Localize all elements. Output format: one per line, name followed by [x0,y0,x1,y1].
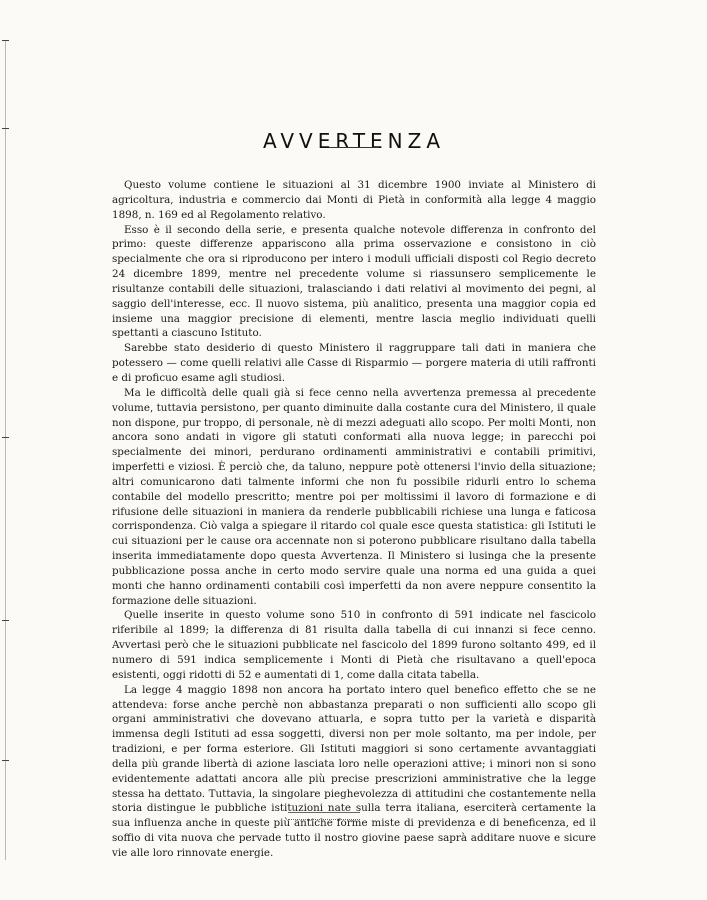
paragraph: Sarebbe stato desiderio di questo Ministero il raggruppare tali dati in maniera che potessero — come quelli relativi alle Casse di Risparmio — porgere materia di utili raffronti e di proficuo esame agli studiosi. [112,342,596,384]
document-body [112,178,596,861]
paragraph: La legge 4 maggio 1898 non ancora ha portato intero quel benefico effetto che se ne attendeva: forse anche perchè non abbastanza preparati o non sufficienti allo scopo gli organi amministrativi che dovevano attuarla, e sopra tutto per la varietà e disparità immensa degli Istituti ad essa soggetti, diversi non per mole soltanto, ma per indole, per tradizioni, e per forma esteriore. Gli Istituti maggiori si sono certamente avvantaggiati della più grande libertà di azione lasciata loro nelle operazioni attive; i minori non si sono evidentemente adattati ancora alle più precise prescrizioni amministrative che la legge stessa ha dettato. Tuttavia, la singolare pieghevolezza di attitudini che costantemente nella storia distingue le pubbliche istituzioni nate sulla terra italiana, eserciterà certamente la sua influenza anche in queste più antiche forme miste di previdenza e di beneficenza, ed il soffio di vita nuova che pervade tutto il nostro giovine paese saprà additare nuove e sicure vie alle loro rinnovate energie. [112,683,596,859]
end-ornament [288,812,360,820]
paragraph: Ma le difficoltà delle quali già si fece cenno nella avvertenza premessa al precedente volume, tuttavia persistono, per quanto diminuite dalla costante cura del Ministero, il quale non dispone, pur troppo, di personale, nè di mezzi adeguati allo scopo. Per molti Monti, non ancora sono andati in vigore gli statuti conformati alla nuova legge; in parecchi poi specialmente dei minori, perdurano ordinamenti amministrativi e contabili primitivi, imperfetti e viziosi. È perciò che, da taluno, neppure potè ottenersi l'invio della situazione; altri comunicarono dati talmente informi che non fu possibile ridurli entro lo schema contabile del modello prescritto; mentre poi per moltissimi il lavoro di formazione e di rifusione delle situazioni in maniera da renderle pubblicabili richiese una lunga e faticosa corrispondenza. Ciò valga a spiegare il ritardo col quale esce questa statistica: gli Istituti le cui situazioni per le cause ora accennate non si poterono pubblicare risultano dalla tabella inserita immediatamente dopo questa Avvertenza. Il Ministero si lusinga che la presente pubblicazione possa anche in certo modo servire quale una norma ed una guida a quei monti che hanno ordinamenti contabili così imperfetti da non avere neppure consentito la formazione delle situazioni. [112,386,596,607]
binding-edge-line [5,40,6,860]
document-title: AVVERTENZA [262,129,446,154]
paragraph: Questo volume contiene le situazioni al 31 dicembre 1900 inviate al Ministero di agricoltura, industria e commercio dai Monti di Pietà in conformità alla legge 4 maggio 1898, n. 169 ed al Regolamento relativo. [112,179,596,221]
binding-mark [2,620,9,621]
paragraph: Esso è il secondo della serie, e presenta qualche notevole differenza in confronto del primo: queste differenze appariscono alla prima osservazione e consistono in ciò specialmente che ora si riproducono per intero i moduli ufficiali disposti col Regio decreto 24 dicembre 1899, mentre nel precedente volume si riassunsero semplicemente le risultanze contabili delle situazioni, tralasciando i dati relativi al movimento dei pegni, al saggio dell'interesse, ecc. Il nuovo sistema, più analitico, presenta una maggior copia ed insieme una maggior precisione di elementi, mentre lascia meglio individuati quelli spettanti a ciascuno Istituto. [112,223,596,340]
title-rule [329,147,379,148]
paragraph: Quelle inserite in questo volume sono 510 in confronto di 591 indicate nel fascicolo riferibile al 1899; la differenza di 81 risulta dalla tabella di cui innanzi si fece cenno. Avvertasi però che le situazioni pubblicate nel fascicolo del 1899 furono soltanto 499, ed il numero di 591 indica semplicemente i Monti di Pietà che risultavano a quell'epoca esistenti, oggi ridotti di 52 e aumentati di 1, come dalla citata tabella. [112,609,596,681]
binding-mark [2,437,9,438]
binding-edge [0,0,14,900]
binding-mark [2,128,9,129]
binding-mark [2,40,9,41]
binding-mark [2,760,9,761]
